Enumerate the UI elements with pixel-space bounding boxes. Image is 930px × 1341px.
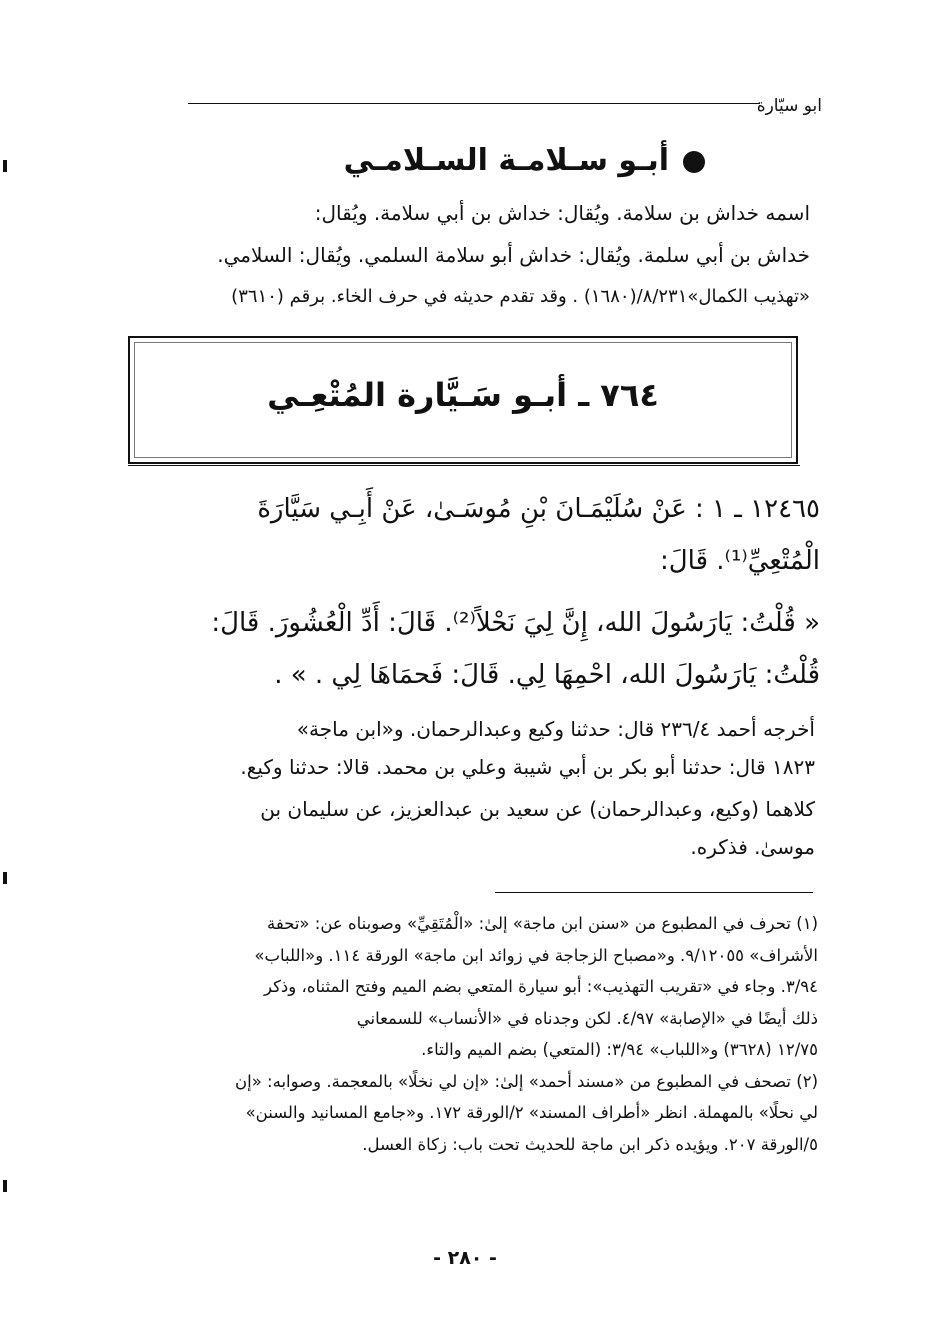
scan-edge-mark	[3, 872, 7, 884]
hadith-line: قُلْتُ: يَارَسُولَ الله، احْمِهَا لِي. قَالَ: فَحمَاهَا لِي . » .	[274, 660, 820, 690]
hadith-line: ١٢٤٦٥ ـ ١ : عَنْ سُلَيْمَـانَ بْنِ مُوسَـىٰ، عَنْ أَبِـي سَيَّارَةَ	[257, 494, 820, 524]
footnote-line: ١٢/٧٥ (٣٦٢٨) و«اللباب» ٣/٩٤: (المتعي) بضم الميم والتاء.	[421, 1040, 818, 1059]
entry-title: ٧٦٤ ـ أبـو سَـيَّارة المُتْعِـي	[267, 376, 659, 414]
hadith-block	[105, 484, 820, 702]
section-heading	[344, 143, 705, 178]
takhrij-line: كلاهما (وكيع، وعبدالرحمان) عن سعيد بن عبدالعزيز، عن سليمان بن	[260, 797, 815, 821]
takhrij-line: أخرجه أحمد ٢٣٦/٤ قال: حدثنا وكيع وعبدالرحمان. و«ابن ماجة»	[296, 717, 815, 741]
takhrij-line: موسىٰ. فذكره.	[690, 835, 815, 859]
bullet-icon	[683, 151, 705, 173]
section-line: خداش بن أبي سلمة. ويُقال: خداش أبو سلامة السلمي. ويُقال: السلامي.	[217, 243, 810, 267]
entry-title-box	[128, 336, 798, 464]
takhrij-block	[115, 710, 815, 866]
footnote-line: الأشراف» ٩/١٢٠٥٥. و«مصباح الزجاجة في زوائد ابن ماجة» الورقة ١١٤. و«اللباب»	[254, 945, 818, 965]
footnote-line: (١) تحرف في المطبوع من «سنن ابن ماجة» إلىٰ: «الْمُتَقِيِّ» وصوبناه عن: «تحفة	[267, 914, 818, 933]
running-head: ابو سيّارة	[756, 96, 822, 116]
section-line: «تهذيب الكمال»٨/٢٣١/(١٦٨٠) . وقد تقدم حديثه في حرف الخاء. برقم (٣٦١٠)	[231, 286, 810, 307]
section-line: اسمه خداش بن سلامة. ويُقال: خداش بن أبي سلامة. ويُقال:	[314, 201, 810, 225]
scan-edge-mark	[3, 1180, 7, 1192]
footnote-line: لي نحلًا» بالمهملة. انظر «أطراف المسند» ٢/الورقة ١٧٢. و«جامع المسانيد والسنن»	[245, 1103, 818, 1122]
section-paragraph	[110, 193, 810, 319]
scan-edge-mark	[3, 160, 7, 172]
footnote-line: ٥/الورقة ٢٠٧. ويؤيده ذكر ابن ماجة للحديث تحت باب: زكاة العسل.	[362, 1134, 818, 1154]
footnote-line: ذلك أيضًا في «الإصابة» ٤/٩٧. لكن وجدناه في «الأنساب» للسمعاني	[356, 1008, 818, 1028]
entry-underline	[128, 465, 800, 466]
takhrij-line: ١٨٢٣ قال: حدثنا أبو بكر بن أبي شيبة وعلي بن محمد. قالا: حدثنا وكيع.	[240, 755, 815, 779]
footnote-rule	[495, 892, 813, 893]
hadith-line: الْمُتْعِيِّ⁽¹⁾. قَالَ:	[660, 546, 820, 576]
footnotes	[113, 908, 818, 1160]
footnote-line: (٢) تصحف في المطبوع من «مسند أحمد» إلىٰ: «إن لي نخلًا» بالمعجمة. وصوابه: «إن	[235, 1071, 818, 1091]
section-title: أبـو سـلامـة السـلامـي	[343, 143, 669, 178]
hadith-line: « قُلْتُ: يَارَسُولَ الله، إِنَّ لِيَ نَحْلاً⁽²⁾. قَالَ: أَدِّ الْعُشُورَ. قَالَ:	[211, 608, 820, 638]
footnote-line: ٣/٩٤. وجاء في «تقريب التهذيب»: أبو سيارة المتعي بضم الميم وفتح المثناه، وذكر	[263, 977, 818, 996]
header-rule	[188, 103, 760, 104]
page-number: - ٢٨٠ -	[433, 1247, 497, 1269]
